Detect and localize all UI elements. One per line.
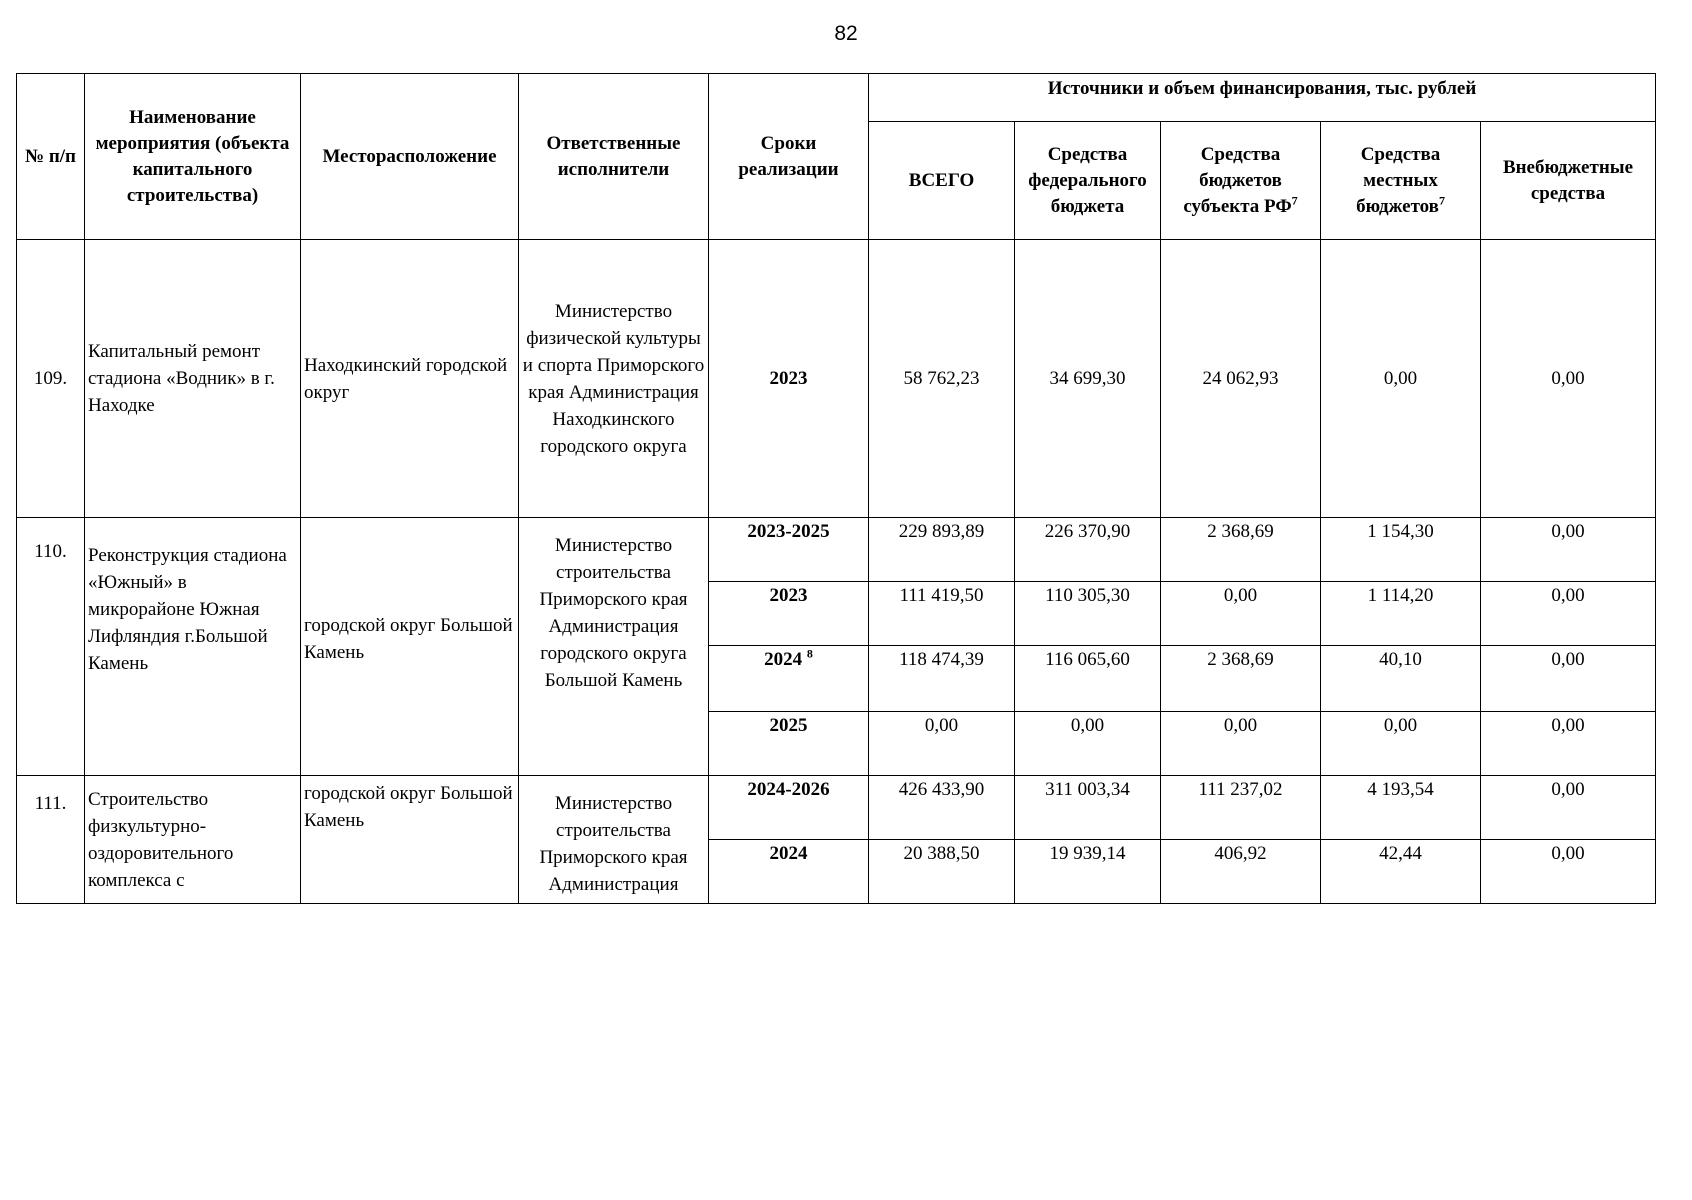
header-funding-group: Источники и объем финансирования, тыс. рублей [869,74,1656,122]
row-number: 109. [17,240,85,518]
period-year-cell [709,646,869,712]
value-extra: 0,00 [1481,712,1656,776]
header-regional [1161,122,1321,240]
header-total: ВСЕГО [869,122,1015,240]
period-year: 2023 [709,240,869,518]
row-number: 110. [17,518,85,776]
value-federal: 34 699,30 [1015,240,1161,518]
period-year: 2024-2026 [709,776,869,840]
page-number: 82 [834,22,858,45]
table-row [17,776,1656,840]
value-local: 0,00 [1321,240,1481,518]
table-row [17,518,1656,582]
header-local [1321,122,1481,240]
table-row [17,240,1656,518]
value-extra: 0,00 [1481,646,1656,712]
period-year: 2025 [709,712,869,776]
value-extra: 0,00 [1481,240,1656,518]
value-local: 4 193,54 [1321,776,1481,840]
period-year: 2024 [764,649,803,670]
project-location: городской округ Большой Камень [301,518,519,776]
value-total: 20 388,50 [869,840,1015,904]
value-federal: 226 370,90 [1015,518,1161,582]
project-name: Строительство физкультурно-оздоровительного комплекса с [85,776,301,904]
value-federal: 311 003,34 [1015,776,1161,840]
row-number: 111. [17,776,85,904]
value-federal: 116 065,60 [1015,646,1161,712]
value-regional: 0,00 [1161,712,1321,776]
project-name: Реконструкция стадиона «Южный» в микрорайоне Южная Лифляндия г.Большой Камень [85,518,301,776]
value-regional: 0,00 [1161,582,1321,646]
project-responsible: Министерство строительства Приморского края Администрация [519,776,709,904]
header-num: № п/п [17,74,85,240]
header-federal: Средства федерального бюджета [1015,122,1161,240]
header-extra: Внебюджетные средства [1481,122,1656,240]
value-total: 58 762,23 [869,240,1015,518]
header-responsible: Ответственные исполнители [519,74,709,240]
value-total: 118 474,39 [869,646,1015,712]
value-regional: 24 062,93 [1161,240,1321,518]
value-local: 40,10 [1321,646,1481,712]
financing-table [16,73,1656,904]
header-name: Наименование мероприятия (объекта капитального строительства) [85,74,301,240]
value-federal: 0,00 [1015,712,1161,776]
value-extra: 0,00 [1481,518,1656,582]
value-regional: 406,92 [1161,840,1321,904]
value-extra: 0,00 [1481,840,1656,904]
value-regional: 2 368,69 [1161,646,1321,712]
project-location: Находкинский городской округ [301,240,519,518]
footnote-mark: 7 [1291,193,1298,208]
value-local: 0,00 [1321,712,1481,776]
period-year: 2024 [709,840,869,904]
value-total: 0,00 [869,712,1015,776]
header-local-label: Средства местных бюджетов [1356,143,1441,217]
value-local: 1 114,20 [1321,582,1481,646]
project-location: городской округ Большой Камень [301,776,519,904]
value-total: 229 893,89 [869,518,1015,582]
period-year: 2023-2025 [709,518,869,582]
value-extra: 0,00 [1481,776,1656,840]
project-responsible: Министерство строительства Приморского края Администрация городского округа Большой Камень [519,518,709,776]
header-regional-label: Средства бюджетов субъекта РФ [1183,143,1292,217]
project-responsible: Министерство физической культуры и спорта Приморского края Администрация Находкинского городского округа [519,240,709,518]
value-federal: 19 939,14 [1015,840,1161,904]
footnote-mark: 8 [806,646,813,661]
header-location: Месторасположение [301,74,519,240]
header-period: Сроки реализации [709,74,869,240]
period-year: 2023 [709,582,869,646]
value-total: 426 433,90 [869,776,1015,840]
value-local: 42,44 [1321,840,1481,904]
value-local: 1 154,30 [1321,518,1481,582]
value-regional: 2 368,69 [1161,518,1321,582]
value-total: 111 419,50 [869,582,1015,646]
footnote-mark: 7 [1438,193,1445,208]
value-regional: 111 237,02 [1161,776,1321,840]
value-federal: 110 305,30 [1015,582,1161,646]
value-extra: 0,00 [1481,582,1656,646]
project-name: Капитальный ремонт стадиона «Водник» в г. Находке [85,240,301,518]
